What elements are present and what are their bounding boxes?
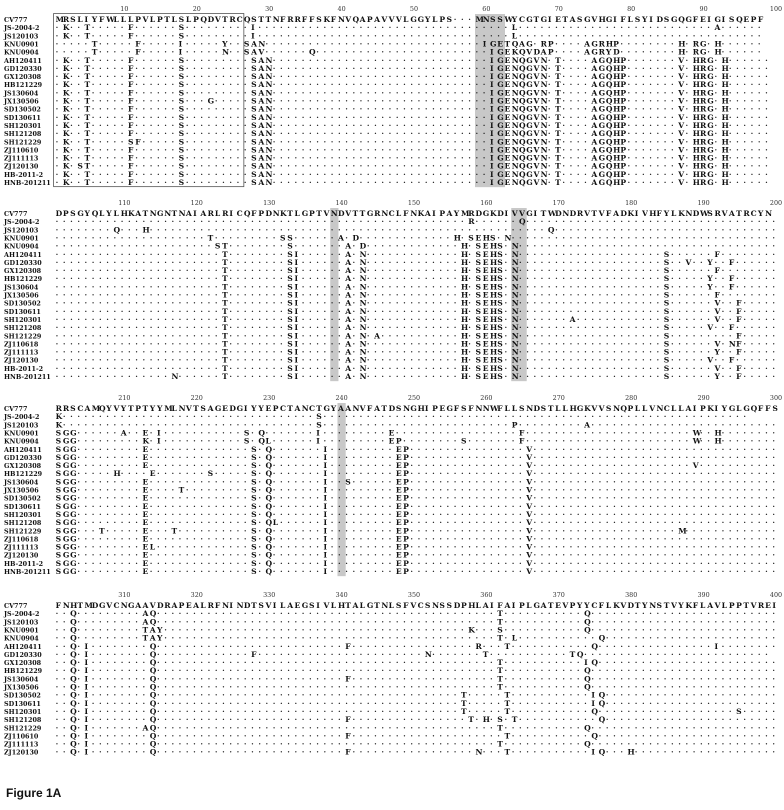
position-tick: 350 bbox=[408, 591, 420, 599]
aligned-sequence: · K· · T · · · · · F · · · · · · S · · · · · · · · · S AN· · · · · · · · · · · · · · · · · · · · · · · · · · · · · · I GENQGVN· T · · · · AGQHP · · · · · · · V· HRG· H· · · · · · bbox=[56, 121, 769, 130]
strain-label: ZJ120130 bbox=[4, 749, 39, 757]
aligned-sequence: S GG· · · · · · · · · E· · · · · · · · · · · · · · S · Q· · · · · · · I · · · · · · · · · EP · · · · · · · · · · · · · · · · V· · · · · · · · · · · · · · · · · · · · · · · · · · · · · · · · · · bbox=[56, 551, 776, 560]
position-tick: 310 bbox=[118, 591, 130, 599]
strain-label: SH121229 bbox=[4, 138, 42, 146]
strain-label: GD120330 bbox=[4, 651, 42, 659]
aligned-sequence: · K· · T · · · · · F · · · · · · S · · · · · · · · · S AN· · · · · · · · · · · · · · · · · · · · · · · · · · · · · · I GENQGVN· T · · · · AGQHP · · · · · · · V· HRG· H· · · · · · bbox=[56, 88, 769, 97]
strain-label: JS130604 bbox=[3, 675, 39, 683]
strain-label: JS-2004-2 bbox=[3, 413, 39, 421]
position-tick: 90 bbox=[700, 5, 708, 13]
strain-label: JS130604 bbox=[3, 89, 39, 97]
aligned-sequence: · · · · · · · · · · · · · · · · · · · · · · · T · · · · · · · · S I · · · · · · A· N· · · · · · · · · · · · · H· S EHS · N· · · · · · · · · · · · · · · · · · · · S · · V· · Y · · F · · · · · · bbox=[56, 258, 776, 267]
aligned-sequence: · K· · T · · · · · F · · · · · · S · · · · · · · · · S AN· · · · · · · · · · · · · · · · · · · · · · · · · · · · · · I GENQGVN· T · · · · AGQHP · · · · · · · V· HRG· H· · · · · · bbox=[56, 72, 769, 81]
strain-label: JX130506 bbox=[3, 98, 39, 106]
aligned-sequence: · · Q· · · · · · · · · T AY · · · · · · · · · · · · · · · · · · · · · · · · · · · · · · · · · · · · · · · · · · · · · · T · L · · · · · · · · · · · Q· · · · · · · · · · · · · · · · · · · · · · · · bbox=[56, 634, 776, 643]
position-tick: 50 bbox=[410, 5, 418, 13]
aligned-sequence: · · · · · · · · · · · · · · · · · · · · · T · · · · · · · · · S S · · · · · · A· D· · · · · · · · · · · · · H· S EHS · N· · · · · · · · · · · · · · · · · · · · · · · · · · · · · · · · · · · · · bbox=[56, 233, 776, 242]
strain-label: AH120411 bbox=[3, 446, 42, 454]
strain-label: GD120330 bbox=[4, 454, 42, 462]
strain-label: SH121229 bbox=[4, 724, 42, 732]
strain-label: GX120308 bbox=[4, 659, 42, 667]
strain-label: AH120411 bbox=[3, 57, 42, 65]
strain-label: AH120411 bbox=[3, 643, 42, 651]
strain-label: SH120301 bbox=[4, 316, 41, 324]
figure-caption: Figure 1A bbox=[6, 786, 61, 800]
strain-label: SH121208 bbox=[4, 716, 42, 724]
aligned-sequence: S GG· · · · · · · · · E· · · · · · · · · · · · · · S · Q· · · · · · · I · · · · · · · · · EP · · · · · · · · · · · · · · · · V· · · · · · · · · · · · · · · · · · · · · · · · · · · · · · · · · · bbox=[56, 534, 776, 543]
position-tick: 290 bbox=[697, 394, 709, 402]
strain-label: CV777 bbox=[4, 602, 27, 610]
aligned-sequence: · K· · T · · · · · F · · · · · · S · · · · · · · · · S AN· · · · · · · · · · · · · · · · · · · · · · · · · · · · · · I GENQGVN· T · · · · AGQHP · · · · · · · V· HRG· H· · · · · · bbox=[56, 80, 769, 89]
aligned-sequence: · · · · · · · · · · · · · · · · · · · · · · · T · · · · · · · · S I · · · · · · A· N· · · · · · · · · · · · · H· S EHS · N· · · · · · · · · · · · · · · · · · · · S · · · · · Y · · F · · · · · · bbox=[56, 282, 776, 291]
strain-label: SH121208 bbox=[4, 324, 42, 332]
position-tick: 300 bbox=[770, 394, 782, 402]
strain-label: ZJ110610 bbox=[4, 146, 39, 154]
position-tick: 340 bbox=[335, 591, 347, 599]
aligned-sequence: · · · · · · · · · · · · · · · · · · · · · · · T · · · · · · · · S I · · · · · · A· N· · · · · · · · · · · · · H· S EHS · N· · · · · · · A· · · · · · · · · · · · S · · · · · · V· · F · · · · · bbox=[56, 315, 776, 324]
aligned-sequence: · · · · · T · · · · · F · · · · · I · · · · · N· · S AV· · · · · · Q· · · · · · · · · · · · · · · · · · · · · · · · I GEKQVDAP · · · · AGRY D· · · · · · · · H· RG· H· · · · · · bbox=[56, 48, 761, 57]
strain-label: ZJ111113 bbox=[4, 155, 39, 163]
position-tick: 400 bbox=[770, 591, 782, 599]
strain-label: GD120330 bbox=[4, 259, 42, 267]
strain-label: CV777 bbox=[4, 16, 27, 24]
strain-label: HB121229 bbox=[4, 275, 43, 283]
aligned-sequence: S GG· · · · · · · · · E· · · · · · · · · · · · · · S · Q· · · · · · · I · · · · · · · · · EP · · · · · · · · · · · · · · · · V· · · · · · · · · · · · · · · · · · · · · · · · · · · · · · · · · · bbox=[56, 494, 776, 503]
position-tick: 180 bbox=[625, 199, 637, 207]
aligned-sequence: · · · · · · · · · · · · · · · · N· · · · · · T · · · · · · · · S I · · · · · · A· N· · · · · · · · · · · · · H· S EHS · N· · · · · · · · · · · · · · · · · · · · S · · · · · · Y · · F · · · · · bbox=[56, 372, 776, 381]
aligned-sequence: S GG· · · · · · · · · E· · · · · · · · · · · · · · S · Q· · · · · · · I · · · · · · · · · EP · · · · · · · · · · · · · · · · V· · · · · · · · · · · · · · · · · · · · · · · · · · · · · · · · · · bbox=[56, 559, 776, 568]
position-tick: 80 bbox=[627, 5, 635, 13]
aligned-sequence: · · · · · · · · Q· · · H· · · · · · · · · · · · · · · · · · · · · · · · · · · · · · · · · · · · · · · · · · · · · · · · · · · · · · · Q· · · · · · · · · · · · · · · · · · · · · · · · · · · · · · · bbox=[56, 225, 776, 234]
position-tick: 190 bbox=[697, 199, 709, 207]
position-tick: 390 bbox=[697, 591, 709, 599]
aligned-sequence: · K· · T · · · · · F · · · · · · S · · · · · · · · · S AN· · · · · · · · · · · · · · · · · · · · · · · · · · · · · · I GENQGVN· T · · · · AGQHP · · · · · · · V· HRG· H· · · · · · bbox=[56, 64, 769, 73]
aligned-sequence: · · Q· I · · · · · · · · Q· · · · · · · · · · · · · · · · · · · · · · · · · · F · · · · · · · · · · · · · · · · · · · · · T · · · · · · · · · · · Q· · · · · · · · · · · · · · · · · · · · · · · · · bbox=[56, 731, 776, 740]
alignment-block bbox=[3, 5, 782, 187]
reference-sequence: RRS CAMQY VY T P T Y Y ML NVT S AGEDGI Y Y EP CT ANCT GY AANVF AT DS NGHI P EGF S F NNWF L L S NDS T L L HGKVVS NQP L L VNCL L AI P KI Y GL GQF F S bbox=[56, 404, 779, 413]
aligned-sequence: · K· · T · · · · · F · · · · · · S · · · · · · · · · S AN· · · · · · · · · · · · · · · · · · · · · · · · · · · · · · I GENQGVN· T · · · · AGQHP · · · · · · · V· HRG· H· · · · · · bbox=[56, 56, 769, 65]
position-tick: 70 bbox=[555, 5, 563, 13]
aligned-sequence: · · · · · · · · · · · · · · · · · · · · · · · T · · · · · · · · S I · · · · · · A· N· · · · · · · · · · · · · H· S EHS · N· · · · · · · · · · · · · · · · · · · · S · · · · · · V· NF · · · · · bbox=[56, 339, 776, 348]
strain-label: CV777 bbox=[4, 210, 27, 218]
strain-label: CV777 bbox=[4, 405, 27, 413]
strain-label: ZJ111113 bbox=[4, 741, 39, 749]
strain-label: JX130506 bbox=[3, 684, 39, 692]
strain-label: HB-2011-2 bbox=[4, 560, 43, 568]
aligned-sequence: · · · · · · · · · · · · · · · · · · · · · · · T · · · · · · · · S I · · · · · · A· N· · · · · · · · · · · · · H· S EHS · N· · · · · · · · · · · · · · · · · · · · S · · · · · · F · · · · · · · · bbox=[56, 250, 776, 259]
aligned-sequence: · · · · · · · · · · · · · · · · · · · · · · · T · · · · · · · · S I · · · · · · A· N· · · · · · · · · · · · · H· S EHS · N· · · · · · · · · · · · · · · · · · · · S · · · · · V· · F · · · · · · bbox=[56, 323, 776, 332]
strain-label: HB121229 bbox=[4, 667, 43, 675]
strain-label: KNU0904 bbox=[4, 438, 39, 446]
aligned-sequence: · · Q· I · · · · · · · · Q· · · · · · · · · · · · · · · · · · · · · · · · · · · · · · · · · · · · · · · · · · T · · · · · T · · · · · · · · · · · I Q· · · · · · · · · · · · · · · · · · · · · · · · bbox=[56, 699, 776, 708]
strain-label: HB121229 bbox=[4, 470, 43, 478]
position-tick: 250 bbox=[408, 394, 420, 402]
aligned-sequence: · K· · T · · · · · F · · · · · · S · · · · · · · · · S AN· · · · · · · · · · · · · · · · · · · · · · · · · · · · · · I GENQGVN· T · · · · AGQHP · · · · · · · V· HRG· H· · · · · · bbox=[56, 105, 769, 114]
aligned-sequence: · · · · · · · · · · · · · · · · · · · · · · · T · · · · · · · · S I · · · · · · A· N· · · · · · · · · · · · · H· S EHS · N· · · · · · · · · · · · · · · · · · · · S · · · · · · V· · F · · · · · bbox=[56, 299, 776, 308]
position-tick: 330 bbox=[263, 591, 275, 599]
aligned-sequence: · · Q· I · · · · · · · · Q· · · · · · · · · · · · · · · · · · · · · · · · · · F · · · · · · · · · · · · · · · · · R· · · T · · · · · · · · · · · Q· · · · · · · · · · · · · · · · I · · · · · · · · bbox=[56, 642, 776, 651]
aligned-sequence: · · · · · · · · · · · · · · · · · · · · · · · T · · · · · · · · S I · · · · · · A· N· · · · · · · · · · · · · H· S EHS · N· · · · · · · · · · · · · · · · · · · · S · · · · · · F · · · · · · · · bbox=[56, 291, 776, 300]
strain-label: JX130506 bbox=[3, 487, 39, 495]
position-tick: 220 bbox=[191, 394, 203, 402]
position-tick: 210 bbox=[118, 394, 130, 402]
position-tick: 140 bbox=[335, 199, 347, 207]
position-tick: 360 bbox=[480, 591, 492, 599]
aligned-sequence: S GG· · · · · · · · · E· · · · · · · · · · · · · · S · Q· · · · · · · I · · S · · · · · · EP · · · · · · · · · · · · · · · · V· · · · · · · · · · · · · · · · · · · · · · · · · · · · · · · · · · bbox=[56, 477, 776, 486]
position-tick: 380 bbox=[625, 591, 637, 599]
aligned-sequence: · K· · T · · · · · F · · · · · · S · · · · · · · · · S AN· · · · · · · · · · · · · · · · · · · · · · · · · · · · · · I GENQGVN· T · · · · AGQHP · · · · · · · V· HRG· H· · · · · · bbox=[56, 170, 769, 179]
strain-label: KNU0901 bbox=[4, 626, 39, 634]
strain-label: JS-2004-2 bbox=[3, 610, 39, 618]
position-tick: 120 bbox=[191, 199, 203, 207]
aligned-sequence: · · Q· I · · · · · · · · Q· · · · · · · · · · · · · · · · · · · · · · · · · · F · · · · · · · · · · · · · · · · T · H· S · T · · · · · · · · · · · Q· · · · · · · · · · · · · · · · · · · · · · · · bbox=[56, 715, 776, 724]
reference-sequence: F NHT MDGVCNGAAVDRAP EAL RF NI NDT S VI L AEGS I VL HT AL GT NL S F VCS NS S DP HL AI F AI P L GAT EVP Y Y CF L KVDT Y NS T VY KF L AVL P P T VREI bbox=[56, 601, 777, 610]
strain-label: AH120411 bbox=[3, 251, 42, 259]
strain-label: HB-2011-2 bbox=[4, 171, 43, 179]
strain-label: ZJ110610 bbox=[4, 732, 39, 740]
strain-label: JS-2004-2 bbox=[3, 218, 39, 226]
aligned-sequence: S GG· · · · · H· · · · E· · · · · · · S · · · · · S · Q· · · · · · · I · · · · · · · · · EP · · · · · · · · · · · · · · · · V· · · · · · · · · · · · · · · · · · · · · · · · · · · · · · · · · · bbox=[56, 469, 776, 478]
aligned-sequence: · · Q· · · · · · · · · AQ· · · · · · · · · · · · · · · · · · · · · · · · · · · · · · · · · · · · · · · · · · · · · · · T · · · · · · · · · · · Q· · · · · · · · · · · · · · · · · · · · · · · · · · bbox=[56, 609, 776, 618]
aligned-sequence: · K· · T · · · · · F · · · · · · S · · · · · · · · · I · · · · · · · · · · · · · · · · · · · · · · · · · · · · · · · · · · · L · · · · · · · · · · · · · · · · · · · · · · · · · · · A· · · · · · bbox=[56, 23, 761, 32]
strain-label: HB121229 bbox=[4, 81, 43, 89]
strain-label: SD130502 bbox=[4, 106, 41, 114]
aligned-sequence: · · · · · · · · · · · · · · · · · · · · · · · T · · · · · · · · S I · · · · · · A· N· · · · · · · · · · · · · H· S EHS · N· · · · · · · · · · · · · · · · · · · · S · · · · · · V· · F · · · · · bbox=[56, 307, 776, 316]
strain-label: SH120301 bbox=[4, 122, 41, 130]
strain-label: KNU0901 bbox=[4, 429, 39, 437]
strain-label: JS130604 bbox=[3, 478, 39, 486]
alignment-block bbox=[3, 199, 782, 381]
aligned-sequence: · K· · T · · · · · F · · · · · · S · · · · · · · · · S AN· · · · · · · · · · · · · · · · · · · · · · · · · · · · · · I GENQGVN· T · · · · AGQHP · · · · · · · V· HRG· H· · · · · · bbox=[56, 113, 769, 122]
aligned-sequence: S GG· · · · · · · · · E· · · · · · · · · · · · · · S · Q· · · · · · · I · · · · · · · · · EP · · · · · · · · · · · · · · · · V· · · · · · · · · · · · · · · · · · · · · · · · · · · · · · · · · · bbox=[56, 510, 776, 519]
strain-label: GX120308 bbox=[4, 267, 42, 275]
aligned-sequence: · K· · T · · · · · F · · · · · · S · · · · · · · · · S AN· · · · · · · · · · · · · · · · · · · · · · · · · · · · · · I GENQGVN· T · · · · AGQHP · · · · · · · V· HRG· H· · · · · · bbox=[56, 145, 769, 154]
position-tick: 240 bbox=[335, 394, 347, 402]
strain-label: HNB-201211 bbox=[4, 179, 51, 187]
aligned-sequence: · K· · T · · · · · F · · · · · · S · · · · · · · · · I · · · · · · · · · · · · · · · · · · · · · · · · · · · · · · · · · · · L · · · · · · · · · · · · · · · · · · · · · · · · · · · · · · · · · · bbox=[56, 31, 761, 40]
strain-label: HNB-201211 bbox=[4, 373, 51, 381]
aligned-sequence: K· · · · · · · · · · · · · · · · · · · · · · · · · · · · · · · · · · · S · · · · · · · · · · · · · · · · · · · · · · · · · · P · · · · · · · · · A· · · · · · · · · · · · · · · · · · · · · · · · · · bbox=[56, 420, 776, 429]
strain-label: SH121229 bbox=[4, 332, 42, 340]
strain-label: GD120330 bbox=[4, 65, 42, 73]
strain-label: KNU0904 bbox=[4, 243, 39, 251]
strain-label: HNB-201211 bbox=[4, 568, 51, 576]
strain-label: ZJ120130 bbox=[4, 357, 39, 365]
strain-label: JX130506 bbox=[3, 292, 39, 300]
strain-label: JS120103 bbox=[3, 226, 39, 234]
strain-label: SD130611 bbox=[4, 308, 41, 316]
aligned-sequence: · · · · · · · · · · · · · · · · · · · · · · · T · · · · · · · · S I · · · · · · A· N· A· · · · · · · · · · · H· S EHS · N· · · · · · · · · · · · · · · · · · · · S · · · · · · · · · F · · · · · bbox=[56, 331, 776, 340]
alignment-block bbox=[3, 394, 782, 576]
aligned-sequence: S GG· · · · · · · · · E· · · · · · · · · · · · · · S · Q· · · · · · · I · · · · · · · · · EP · · · · · · · · · · · · · · · · V· · · · · · · · · · · · · · · · · · · · · · V· · · · · · · · · · · bbox=[56, 461, 776, 470]
aligned-sequence: S GG· · · T · · · · · E· · · T · · · · · · · · · · S · Q· · · · · · · I · · · · · · · · · EP · · · · · · · · · · · · · · · · V· · · · · · · · · · · · · · · · · · · · M· · · · · · · · · · · · · bbox=[56, 526, 776, 535]
aligned-sequence: · · Q· I · · · · · · · · Q· · · · · · · · · · · · · · · · · · · · · · · · · · F · · · · · · · · · · · · · · · · · · · · T · · · · · · · · · · · Q· · · · · · · · · · · · · · · · · · · · · · · · · · bbox=[56, 674, 776, 683]
aligned-sequence: · · Q· I · · · · · · · · Q· · · · · · · · · · · · · · · · · · · · · · · · · · · · · · · · · · · · · · · · · · · · · · · T · · · · · · · · · · · Q· · · · · · · · · · · · · · · · · · · · · · · · · · bbox=[56, 683, 776, 692]
aligned-sequence: · · · · · · · · · · · · · · · · · · · · · · · T · · · · · · · · S I · · · · · · A· N· · · · · · · · · · · · · H· S EHS · N· · · · · · · · · · · · · · · · · · · · S · · · · · · Y · · F · · · · · bbox=[56, 348, 776, 357]
aligned-sequence: · · · · · T · · · · · F · · · · · I · · · · · Y · · S AN· · · · · · · · · · · · · · · · · · · · · · · · · · · · · · I GET QAG· RP · · · · AGRHP · · · · · · · · H· RG· H· · · · · · bbox=[56, 39, 761, 48]
aligned-sequence: · · · · · · · · · · · · · · · · · · · · · · · T · · · · · · · · S I · · · · · · A· N· · · · · · · · · · · · · H· S EHS · N· · · · · · · · · · · · · · · · · · · · S · · · · · · V· · F · · · · · bbox=[56, 364, 776, 373]
strain-label: ZJ120130 bbox=[4, 552, 39, 560]
aligned-sequence: · · Q· I · · · · · · · · Q· · · · · · · · · · · · · · · · · · · · · · · · · · · · · · · · · · · · · · · · · · · · · · · T · · · · · · · · · · · I Q· · · · · · · · · · · · · · · · · · · · · · · · · bbox=[56, 658, 776, 667]
position-tick: 260 bbox=[480, 394, 492, 402]
aligned-sequence: · K· · T · · · · · F · · · · · · S · · · · · · · · · S AN· · · · · · · · · · · · · · · · · · · · · · · · · · · · · · I GENQGVN· T · · · · AGQHP · · · · · · · V· HRG· H· · · · · · bbox=[56, 178, 769, 187]
aligned-sequence: · · Q· I · · · · · · · AQ· · · · · · · · · · · · · · · · · · · · · · · · · · · · · · · · · · · · · · · · · · · · · · · T · · · · · · · · · · · Q· · · · · · · · · · · · · · · · · · · · · · · · · · bbox=[56, 723, 776, 732]
position-tick: 230 bbox=[263, 394, 275, 402]
strain-label: SD130611 bbox=[4, 503, 41, 511]
alignment-block bbox=[3, 591, 782, 757]
strain-label: JS120103 bbox=[3, 421, 39, 429]
position-tick: 270 bbox=[553, 394, 565, 402]
aligned-sequence: · · · · · · · · · · · · · · · · · · · · · · · T · · · · · · · · S I · · · · · · A· N· · · · · · · · · · · · · H· S EHS · N· · · · · · · · · · · · · · · · · · · · S · · · · · V· · F · · · · · · bbox=[56, 356, 776, 365]
position-tick: 40 bbox=[338, 5, 346, 13]
aligned-sequence: S GG· · · · · · · · · E· · · · · · · · · · · · · · S · Q· · · · · · · I · · · · · · · · · EP · · · · · · · · · · · · · · · · V· · · · · · · · · · · · · · · · · · · · · · · · · · · · · · · · · · bbox=[56, 453, 776, 462]
aligned-sequence: · · Q· I · · · · · · · · Q· · · · · · · · · · · · · · · · · · · · · · · · · · · · · · · · · · · · · · · · · · · · · · · T · · · · · · · · · · · Q· · · · · · · · · · · · · · · · · · · · · · · · · · bbox=[56, 740, 776, 749]
position-tick: 20 bbox=[193, 5, 201, 13]
position-tick: 170 bbox=[553, 199, 565, 207]
aligned-sequence: S GG· · · · · · · · · EL · · · · · · · · · · · · · S · Q· · · · · · · I · · · · · · · · · EP · · · · · · · · · · · · · · · · V· · · · · · · · · · · · · · · · · · · · · · · · · · · · · · · · · · bbox=[56, 543, 776, 552]
aligned-sequence: S GG· · · · · · · · · E· · · · · · · · · · · · · · S · Q· · · · · · · I · · · · · · · · · EP · · · · · · · · · · · · · · · · V· · · · · · · · · · · · · · · · · · · · · · · · · · · · · · · · · · bbox=[56, 502, 776, 511]
strain-label: KNU0904 bbox=[4, 635, 39, 643]
strain-label: JS-2004-2 bbox=[3, 24, 39, 32]
aligned-sequence: · · · · · · · · · · · · · · · · · · · · · · S T · · · · · · · · S · · · · · · · A· D· · · · · · · · · · · · · H· S EHS · N· · · · · · · · · · · · · · · · · · · · · · · · · · · · · · · · · · · · bbox=[56, 242, 776, 251]
strain-label: HB-2011-2 bbox=[4, 365, 43, 373]
position-tick: 280 bbox=[625, 394, 637, 402]
strain-label: SD130611 bbox=[4, 114, 41, 122]
strain-label: SH121229 bbox=[4, 527, 42, 535]
position-tick: 30 bbox=[265, 5, 273, 13]
aligned-sequence: · · · · · · · · · · · · · · · · · · · · · · · T · · · · · · · · S I · · · · · · A· N· · · · · · · · · · · · · H· S EHS · N· · · · · · · · · · · · · · · · · · · · S · · · · · · F · · · · · · · · bbox=[56, 266, 776, 275]
strain-label: SH121208 bbox=[4, 130, 42, 138]
aligned-sequence: S GG· · · · · · · · · E· · · · T · · · · · · · · · S · Q· · · · · · · I · · · · · · · · · EP · · · · · · · · · · · · · · · · V· · · · · · · · · · · · · · · · · · · · · · · · · · · · · · · · · · bbox=[56, 486, 776, 495]
strain-label: SH120301 bbox=[4, 511, 41, 519]
strain-label: GX120308 bbox=[4, 462, 42, 470]
aligned-sequence: · · Q· I · · · · · · · · Q· · · · · · · · · · · · · · · · · · · · · · · · · · · · · · · · · · · · · · · · · · T · · · · · T · · · · · · · · · · · Q· · · · · · · · · · · · · · · · · · · S · · · · · bbox=[56, 707, 776, 716]
strain-label: ZJ110618 bbox=[4, 535, 39, 543]
strain-label: KNU0901 bbox=[4, 40, 39, 48]
aligned-sequence: S GG· · · · · · A· · E· I · · · · · · · · · · · S · Q· · · · · · · I · · · · · · · · · E· · · · · · · · · · · · · · · · · F · · · · · · · · · · · · · · · · · · · · · · · W· · H· · · · · · · · bbox=[56, 428, 776, 437]
strain-label: ZJ120130 bbox=[4, 163, 39, 171]
aligned-sequence: K· · · · · · · · · · · · · · · · · · · · · · · · · · · · · · · · · · · S · · · · · · · · · · · · · · · · · · · · · · · · · · · · · · · · · · · · · · · · · · · · · · · · · · · · · · · · · · · bbox=[56, 412, 747, 421]
strain-label: ZJ111113 bbox=[4, 349, 39, 357]
aligned-sequence: · · Q· · · · · · · · · AQ· · · · · · · · · · · · · · · · · · · · · · · · · · · · · · · · · · · · · · · · · · · · · · · T · · · · · · · · · · · Q· · · · · · · · · · · · · · · · · · · · · · · · · · bbox=[56, 617, 776, 626]
aligned-sequence: · · Q· · · · · · · · · T AY · · · · · · · · · · · · · · · · · · · · · · · · · · · · · · · · · · · · · · · · · · K· · · S · · · · · · · · · · · Q· · · · · · · · · · · · · · · · · · · · · · · · · · bbox=[56, 625, 776, 634]
reference-sequence: MRS L I Y F WL L L P VL P T L S L P QDVT RCQS T T NF RRF F S KF NVQAP AVVVL GGY L P S · · · MNS S WY CGT GI ET AS GVHGI F L S Y I DS GQGF EI GI S QEP F bbox=[56, 15, 764, 24]
strain-label: SD130502 bbox=[4, 692, 41, 700]
position-tick: 60 bbox=[482, 5, 490, 13]
aligned-sequence: · · Q· I · · · · · · · · Q· · · · · · · · · · · · · F · · · · · · · · · · · · · · · · · · · · · · · N· · · · · · · T · · · · · · · · · · · T Q· · · · · · · · · · · · · · · · · · · · · · · · · · bbox=[56, 650, 769, 659]
strain-label: GX120308 bbox=[4, 73, 42, 81]
aligned-sequence: · · · · · · · · · · · · · · · · · · · · · · · T · · · · · · · · S I · · · · · · A· N· · · · · · · · · · · · · H· S EHS · N· · · · · · · · · · · · · · · · · · · · S · · · · · Y · · F · · · · · · bbox=[56, 274, 776, 283]
position-tick: 110 bbox=[118, 199, 130, 207]
strain-label: JS120103 bbox=[3, 618, 39, 626]
aligned-sequence: · · · · · · · · · · · · · · · · · · · · · · · · · · · · · · · · · · · · · · · · · · · · · · · · · · · · · · · · · R· · · · · · Q· · · · · · · · · · · · · · · · · · · · · · · · · · · · · · · · · · · bbox=[56, 217, 776, 226]
strain-label: KNU0904 bbox=[4, 49, 39, 57]
position-tick: 100 bbox=[770, 5, 782, 13]
reference-sequence: DP S GY QL Y L HKAT NGNT NAI ARL RI CQF P DNKT L GP T VNDVT T GRNCL F NKAI P AY MRDGKDI VVGI T WDNDRVT VF ADKI VHF Y L KNDWS RVAT RCY N bbox=[56, 209, 773, 218]
aligned-sequence: S GG· · · · · · · · · E· · · · · · · · · · · · · · S · Q· · · · · · · I · · · · · · · · · EP · · · · · · · · · · · · · · · · V· · · · · · · · · · · · · · · · · · · · · · · · · · · · · · · · · · bbox=[56, 567, 776, 576]
aligned-sequence: · · Q· I · · · · · · · · Q· · · · · · · · · · · · · · · · · · · · · · · · · · F · · · · · · · · · · · · · · · · · N· · · T · · · · · · · · · · · I Q· · · H· · · · · · · · · · · · · · · · · · · · bbox=[56, 748, 776, 757]
position-tick: 370 bbox=[553, 591, 565, 599]
aligned-sequence: · K· · T · · · · · S F · · · · · S · · · · · · · · · S AN· · · · · · · · · · · · · · · · · · · · · · · · · · · · · · I GENQGVN· T · · · · AGQHP · · · · · · · V· HRG· H· · · · · · bbox=[56, 137, 769, 146]
position-tick: 10 bbox=[120, 5, 128, 13]
aligned-sequence: S GG· · · · · · · · · K· I · · · · · · · · · · · S · QL · · · · · · I · · · · · · · · · EP · · · · · · · · S · · · · · · · F · · · · · · · · · · · · · · · · · · · · · · · W· · H· · · · · · · · bbox=[56, 437, 776, 446]
strain-label: SD130502 bbox=[4, 495, 41, 503]
aligned-sequence: · · Q· I · · · · · · · · Q· · · · · · · · · · · · · · · · · · · · · · · · · · · · · · · · · · · · · · · · · · T · · · · · T · · · · · · · · · · · I Q· · · · · · · · · · · · · · · · · · · · · · · · bbox=[56, 691, 776, 700]
strain-label: KNU0901 bbox=[4, 234, 39, 242]
position-tick: 200 bbox=[770, 199, 782, 207]
strain-label: JS120103 bbox=[3, 32, 39, 40]
aligned-sequence: · K· · T · · · · · F · · · · · · S · · · · · · · · · S AN· · · · · · · · · · · · · · · · · · · · · · · · · · · · · · I GENQGVN· T · · · · AGQHP · · · · · · · V· HRG· H· · · · · · bbox=[56, 129, 769, 138]
aligned-sequence: · K· S T · · · · · F · · · · · · S · · · · · · · · · S AN· · · · · · · · · · · · · · · · · · · · · · · · · · · · · · I GENQGVN· T · · · · AGQHP · · · · · · · V· HRG· H· · · · · · bbox=[56, 162, 769, 171]
position-tick: 320 bbox=[191, 591, 203, 599]
position-tick: 160 bbox=[480, 199, 492, 207]
aligned-sequence: S GG· · · · · · · · · E· · · · · · · · · · · · · · S · QL · · · · · · I · · · · · · · · · EP · · · · · · · · · · · · · · · · V· · · · · · · · · · · · · · · · · · · · · · · · · · · · · · · · · · bbox=[56, 518, 776, 527]
aligned-sequence: S GG· · · · · · · · · E· · · · · · · · · · · · · · S · Q· · · · · · · I · · · · · · · · · EP · · · · · · · · · · · · · · · · V· · · · · · · · · · · · · · · · · · · · · · · · · · · · · · · · · · bbox=[56, 445, 776, 454]
position-tick: 150 bbox=[408, 199, 420, 207]
aligned-sequence: · K· · T · · · · · F · · · · · · S · · · · · · · · · S AN· · · · · · · · · · · · · · · · · · · · · · · · · · · · · · I GENQGVN· T · · · · AGQHP · · · · · · · V· HRG· H· · · · · · bbox=[56, 154, 769, 163]
strain-label: ZJ110618 bbox=[4, 340, 39, 348]
position-tick: 130 bbox=[263, 199, 275, 207]
strain-label: SH121208 bbox=[4, 519, 42, 527]
aligned-sequence: · K· · T · · · · · F · · · · · · S · · · G· · · · · S AN· · · · · · · · · · · · · · · · · · · · · · · · · · · · · · I GENQGVN· T · · · · AGQHP · · · · · · · V· HRG· H· · · · · · bbox=[56, 97, 769, 106]
aligned-sequence: · · Q· I · · · · · · · · Q· · · · · · · · · · · · · · · · · · · · · · · · · · · · · · · · · · · · · · · · · · · · · · · T · · · · · · · · · · · Q· · · · · · · · · · · · · · · · · · · · · · · · · · bbox=[56, 666, 776, 675]
strain-label: JS130604 bbox=[3, 283, 39, 291]
strain-label: SH120301 bbox=[4, 708, 41, 716]
strain-label: SD130611 bbox=[4, 700, 41, 708]
strain-label: SD130502 bbox=[4, 300, 41, 308]
strain-label: ZJ111113 bbox=[4, 544, 39, 552]
